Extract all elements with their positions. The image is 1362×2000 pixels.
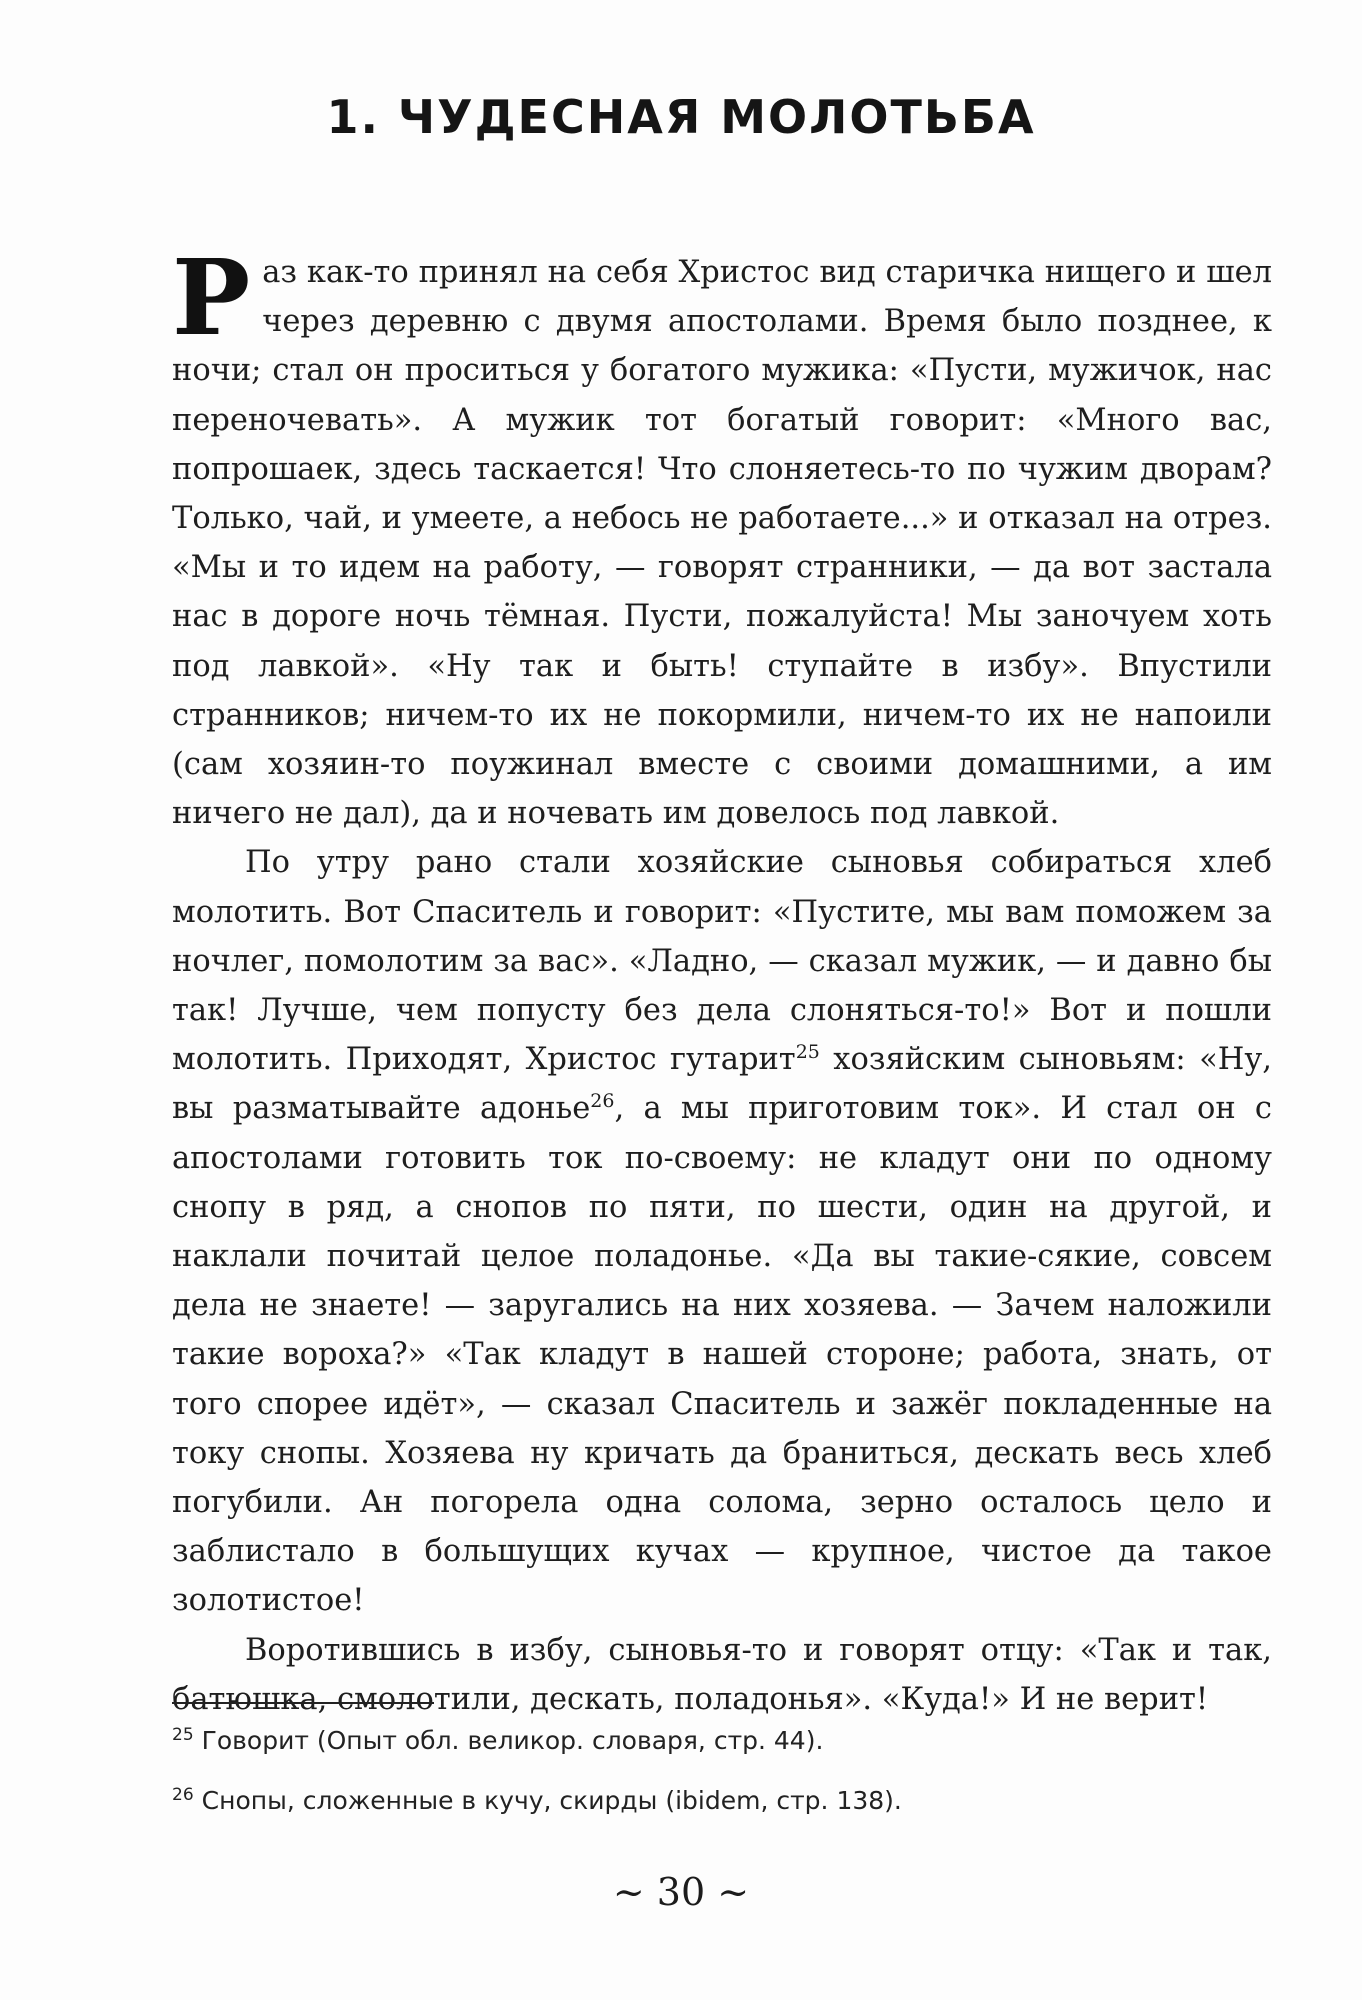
paragraph-3 xyxy=(172,1626,1272,1724)
footnote-26 xyxy=(172,1782,1272,1820)
paragraph-2 xyxy=(172,838,1272,1625)
paragraph-2-text-part3: , а мы приготовим ток». И стал он с апостолами готовить ток по-своему: не кладут они по одному снопу в ряд, а снопов по пяти, по шести, один на другой, и наклали почитай целое поладонье. «Да вы такие-сякие, совсем дела не знаете! — заругались на них хозяева. — Зачем наложили такие вороха?» «Так кладут в нашей стороне; работа, знать, от того спорее идёт», — сказал Спаситель и зажёг покладенные на току снопы. Хозяева ну кричать да браниться, дескать весь хлеб погубили. Ан погорела одна солома, зерно осталось цело и заблистало в большущих кучах — крупное, чистое да такое золотистое! xyxy=(172,1091,1272,1619)
footnote-text: Снопы, сложенные в кучу, скирды (ibidem, стр. 138). xyxy=(201,1786,902,1815)
paragraph-1 xyxy=(172,236,1272,838)
footnote-text: Говорит (Опыт обл. великор. словаря, стр. 44). xyxy=(201,1726,824,1755)
footnote-ref-26[interactable]: 26 xyxy=(590,1090,615,1113)
paragraph-2-text-part2: хозяйским сыновьям: «Ну, вы разматывайте адонье xyxy=(172,1042,1273,1127)
chapter-title: 1. ЧУДЕСНАЯ МОЛОТЬБА xyxy=(326,90,1036,144)
footnote-number: 25 xyxy=(172,1724,194,1745)
page-number: ~ 30 ~ xyxy=(612,1870,750,1914)
footnotes xyxy=(172,1722,1272,1842)
footnote-divider xyxy=(172,1702,434,1704)
paragraph-2-text-part1: По утру рано стали хозяйские сыновья собираться хлеб молотить. Вот Спаситель и говорит: «Пустите, мы вам поможем за ночлег, помолотим за вас». «Ладно, — сказал мужик, — и давно бы так! Лучше, чем попусту без дела слоняться-то!» Вот и пошли молотить. Приходят, Христос гутарит xyxy=(172,845,1272,1078)
footnote-25 xyxy=(172,1722,1272,1760)
footnote-number: 26 xyxy=(172,1784,194,1805)
paragraph-1-text: аз как-то принял на себя Христос вид старичка нищего и шел через деревню с двумя апостолами. Время было позднее, к ночи; стал он проситься у богатого мужика: «Пусти, мужичок, нас переночевать». А мужик тот богатый говорит: «Много вас, попрошаек, здесь таскается! Что слоняетесь-то по чужим дворам? Только, чай, и умеете, а небось не работаете...» и отказал на отрез. «Мы и то идем на работу, — говорят странники, — да вот застала нас в дороге ночь тёмная. Пусти, пожалуйста! Мы заночуем хоть под лавкой». «Ну так и быть! ступайте в избу». Впустили странников; ничем-то их не покормили, ничем-то их не напоили (сам хозяин-то поужинал вместе с своими домашними, а им ничего не дал), да и ночевать им довелось под лавкой. xyxy=(172,255,1272,832)
footnote-ref-25[interactable]: 25 xyxy=(795,1041,820,1064)
drop-cap: Р xyxy=(172,236,251,359)
main-text xyxy=(172,236,1273,1724)
paragraph-3-text: Воротившись в избу, сыновья-то и говорят отцу: «Так и так, батюшка, смолотили, дескать, поладонья». «Куда!» И не верит! xyxy=(172,1632,1272,1717)
